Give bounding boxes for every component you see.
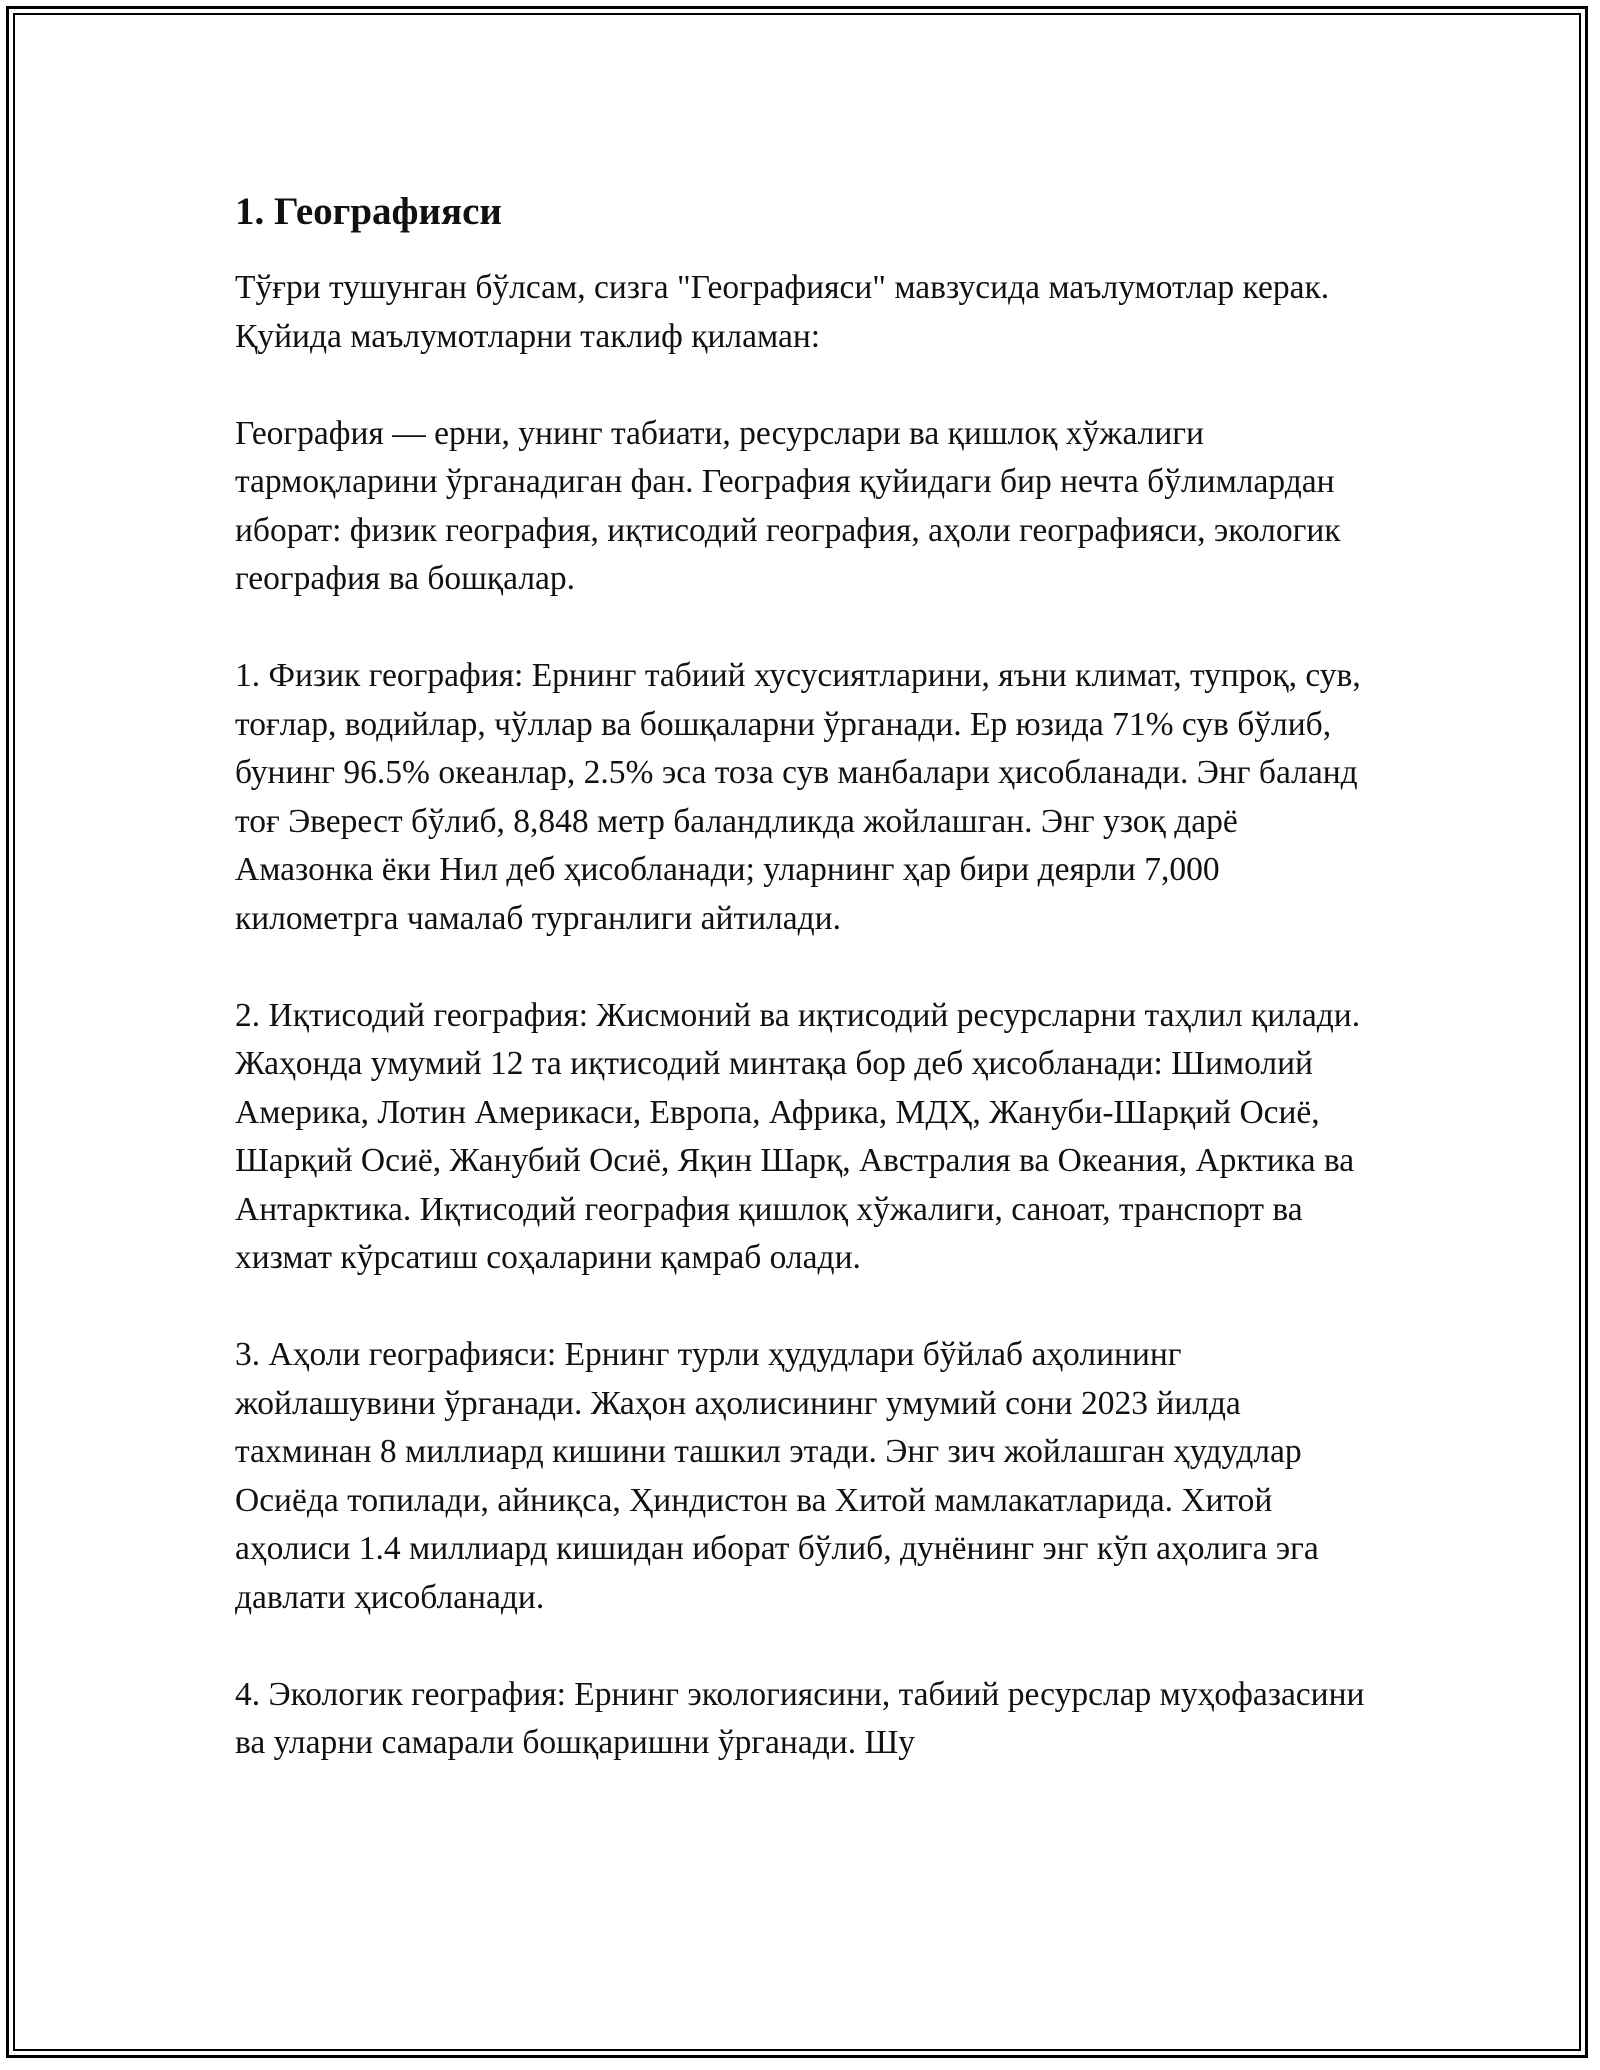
ecological-geography-paragraph: 4. Экологик география: Ернинг экологиясини, табиий ресурслар муҳофазасини ва уларни самарали бошқаришни ўрганади. Шу	[235, 1675, 1365, 1761]
document-body	[235, 183, 1375, 1768]
population-geography-paragraph: 3. Аҳоли географияси: Ернинг турли ҳудудлари бўйлаб аҳолининг жойлашувини ўрганади. Жаҳон аҳолисининг умумий сони 2023 йилда тахминан 8 миллиард кишини ташкил этади. Энг зич жойлашган ҳудудлар Осиёда топилади, айниқса, Ҳиндистон ва Хитой мамлакатларида. Хитой аҳолиси 1.4 миллиард кишидан иборат бўлиб, дунёнинг энг кўп аҳолига эга давлати ҳисобланади.	[235, 1336, 1319, 1616]
definition-paragraph: География — ерни, унинг табиати, ресурслари ва қишлоқ хўжалиги тармоқларини ўрганадиган фан. География қуйидаги бир нечта бўлимлардан иборат: физик география, иқтисодий география, аҳоли географияси, экологик география ва бошқалар.	[235, 414, 1341, 597]
page-title: 1. Географияси	[235, 190, 502, 233]
physical-geography-paragraph: 1. Физик география: Ернинг табиий хусусиятларини, яъни климат, тупроқ, сув, тоғлар, водийлар, чўллар ва бошқаларни ўрганади. Ер юзида 71% сув бўлиб, бунинг 96.5% океанлар, 2.5% эса тоза сув манбалари ҳисобланади. Энг баланд тоғ Эверест бўлиб, 8,848 метр баландликда жойлашган. Энг узоқ дарё Амазонка ёки Нил деб ҳисобланади; уларнинг ҳар бири деярли 7,000 километрга чамалаб турганлиги айтилади.	[235, 657, 1361, 937]
intro-paragraph: Тўғри тушунган бўлсам, сизга "Географияси" мавзусида маълумотлар керак. Қуйида маълумотларни таклиф қиламан:	[235, 269, 1330, 355]
economic-geography-paragraph: 2. Иқтисодий география: Жисмоний ва иқтисодий ресурсларни таҳлил қилади. Жаҳонда умумий 12 та иқтисодий минтақа бор деб ҳисобланади: Шимолий Америка, Лотин Америкаси, Европа, Африка, МДҲ, Жануби-Шарқий Осиё, Шарқий Осиё, Жанубий Осиё, Яқин Шарқ, Австралия ва Океания, Арктика ва Антарктика. Иқтисодий география қишлоқ хўжалиги, саноат, транспорт ва хизмат кўрсатиш соҳаларини қамраб олади.	[235, 996, 1361, 1276]
